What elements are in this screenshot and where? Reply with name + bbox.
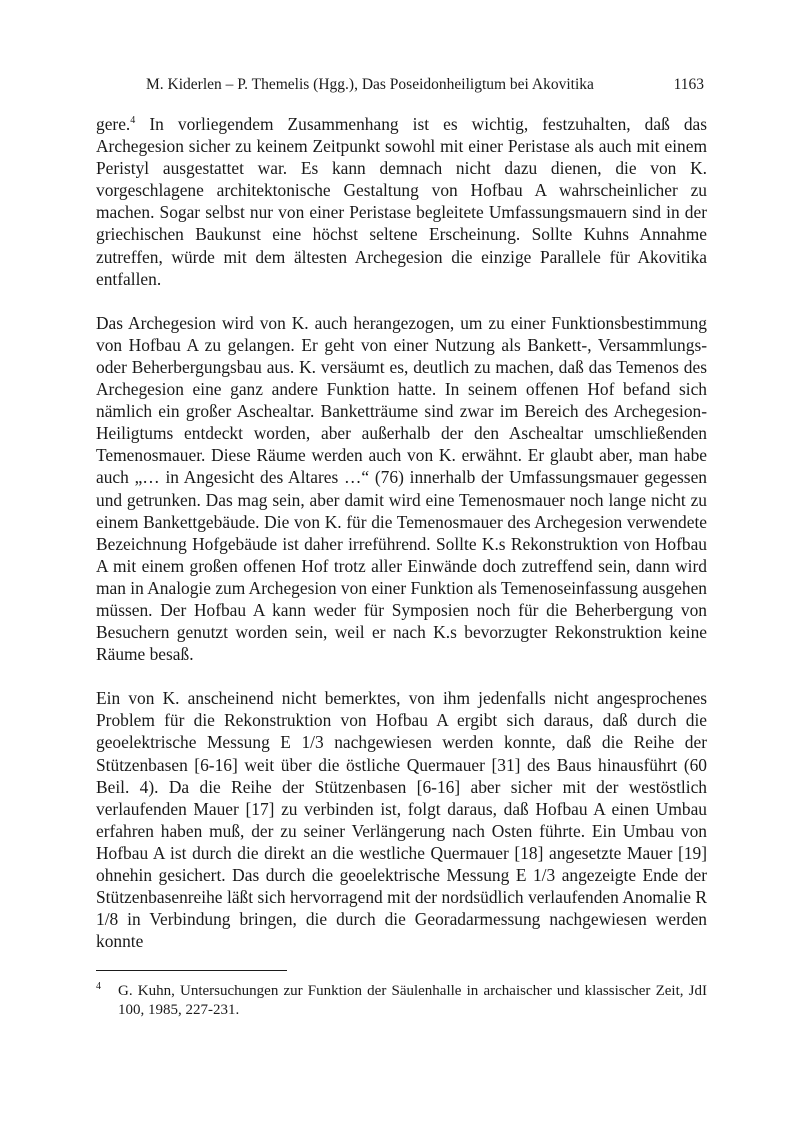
- paragraph-3: Ein von K. anscheinend nicht bemerktes, von ihm jedenfalls nicht angesprochenes Problem für die Rekonstruktion von Hofbau A ergibt sich daraus, daß durch die geoelektrische Messung E 1/3 nachgewiesen werden konnte, daß die Reihe der Stützenbasen [6-16] weit über die östliche Quermauer [31] des Baus hinausführt (60 Beil. 4). Da die Reihe der Stützenbasen [6-16] aber sicher mit der westöstlich verlaufenden Mauer [17] zu verbinden ist, folgt daraus, daß Hofbau A einen Umbau erfahren haben muß, der zu seiner Verlängerung nach Osten führte. Ein Umbau von Hofbau A ist durch die direkt an die westliche Quermauer [18] angesetzte Mauer [19] ohnehin gesichert. Das durch die geoelektrische Messung E 1/3 angezeigte Ende der Stützenbasenreihe läßt sich hervorragend mit der nordsüdlich verlaufenden Anomalie R 1/8 in Verbindung bringen, die durch die Georadarmessung nachgewiesen werden konnte: [96, 688, 707, 952]
- footnote-text: G. Kuhn, Untersuchungen zur Funktion der Säulenhalle in archaischer und klassischer Zeit, JdI 100, 1985, 227-231.: [118, 983, 707, 1018]
- paragraph-1-lead: gere.: [96, 114, 131, 134]
- footnote-divider: [96, 970, 287, 971]
- footnote-4: [96, 982, 707, 1020]
- page-number: 1163: [673, 76, 704, 93]
- paragraph-2: Das Archegesion wird von K. auch herangezogen, um zu einer Funktionsbestimmung von Hofbau A zu gelangen. Er geht von einer Nutzung als Bankett-, Versammlungs- oder Beherbergungsbau aus. K. versäumt es, deutlich zu machen, daß das Temenos des Archegesion eine ganz andere Funktion hatte. In seinem offenen Hof befand sich nämlich ein großer Aschealtar. Banketträume sind zwar im Bereich des Archegesion-Heiligtums entdeckt worden, aber außerhalb der den Aschealtar umschließenden Temenosmauer. Diese Räume werden auch von K. erwähnt. Er glaubt aber, man habe auch „… in Angesicht des Altares …“ (76) innerhalb der Umfassungsmauer gegessen und getrunken. Das mag sein, aber damit wird eine Temenosmauer noch lange nicht zu einem Bankettgebäude. Die von K. für die Temenosmauer des Archegesion verwendete Bezeichnung Hofgebäude ist daher irreführend. Sollte K.s Rekonstruktion von Hofbau A mit einem großen offenen Hof trotz aller Einwände doch zutreffend sein, dann wird man in Analogie zum Archegesion von einer Funktion als Temenoseinfassung ausgehen müssen. Der Hofbau A kann weder für Symposien noch für die Beherbergung von Besuchern genutzt worden sein, weil er nach K.s bevorzugter Rekonstruktion keine Räume besaß.: [96, 312, 707, 665]
- footnote-number: 4: [96, 981, 101, 992]
- paragraph-1-text: In vorliegendem Zusammenhang ist es wichtig, festzuhalten, daß das Archegesion sicher zu keinem Zeitpunkt sowohl mit einer Peristase als auch mit einem Peristyl ausgestattet war. Es kann demnach nicht dazu dienen, die von K. vorgeschlagene architektonische Gestaltung von Hofbau A wahrscheinlicher zu machen. Sogar selbst nur von einer Peristase begleitete Umfassungsmauern sind in der griechischen Baukunst eine höchst seltene Erscheinung. Sollte Kuhns Annahme zutreffen, würde mit dem ältesten Archegesion die einzige Parallele für Akovitika entfallen.: [96, 114, 707, 289]
- running-head-title: M. Kiderlen – P. Themelis (Hgg.), Das Poseidonheiligtum bei Akovitika: [146, 76, 594, 93]
- paragraph-1: [96, 113, 707, 290]
- running-head: [96, 74, 704, 96]
- body-text: [96, 113, 707, 952]
- footnote-reference-4[interactable]: 4: [130, 115, 136, 126]
